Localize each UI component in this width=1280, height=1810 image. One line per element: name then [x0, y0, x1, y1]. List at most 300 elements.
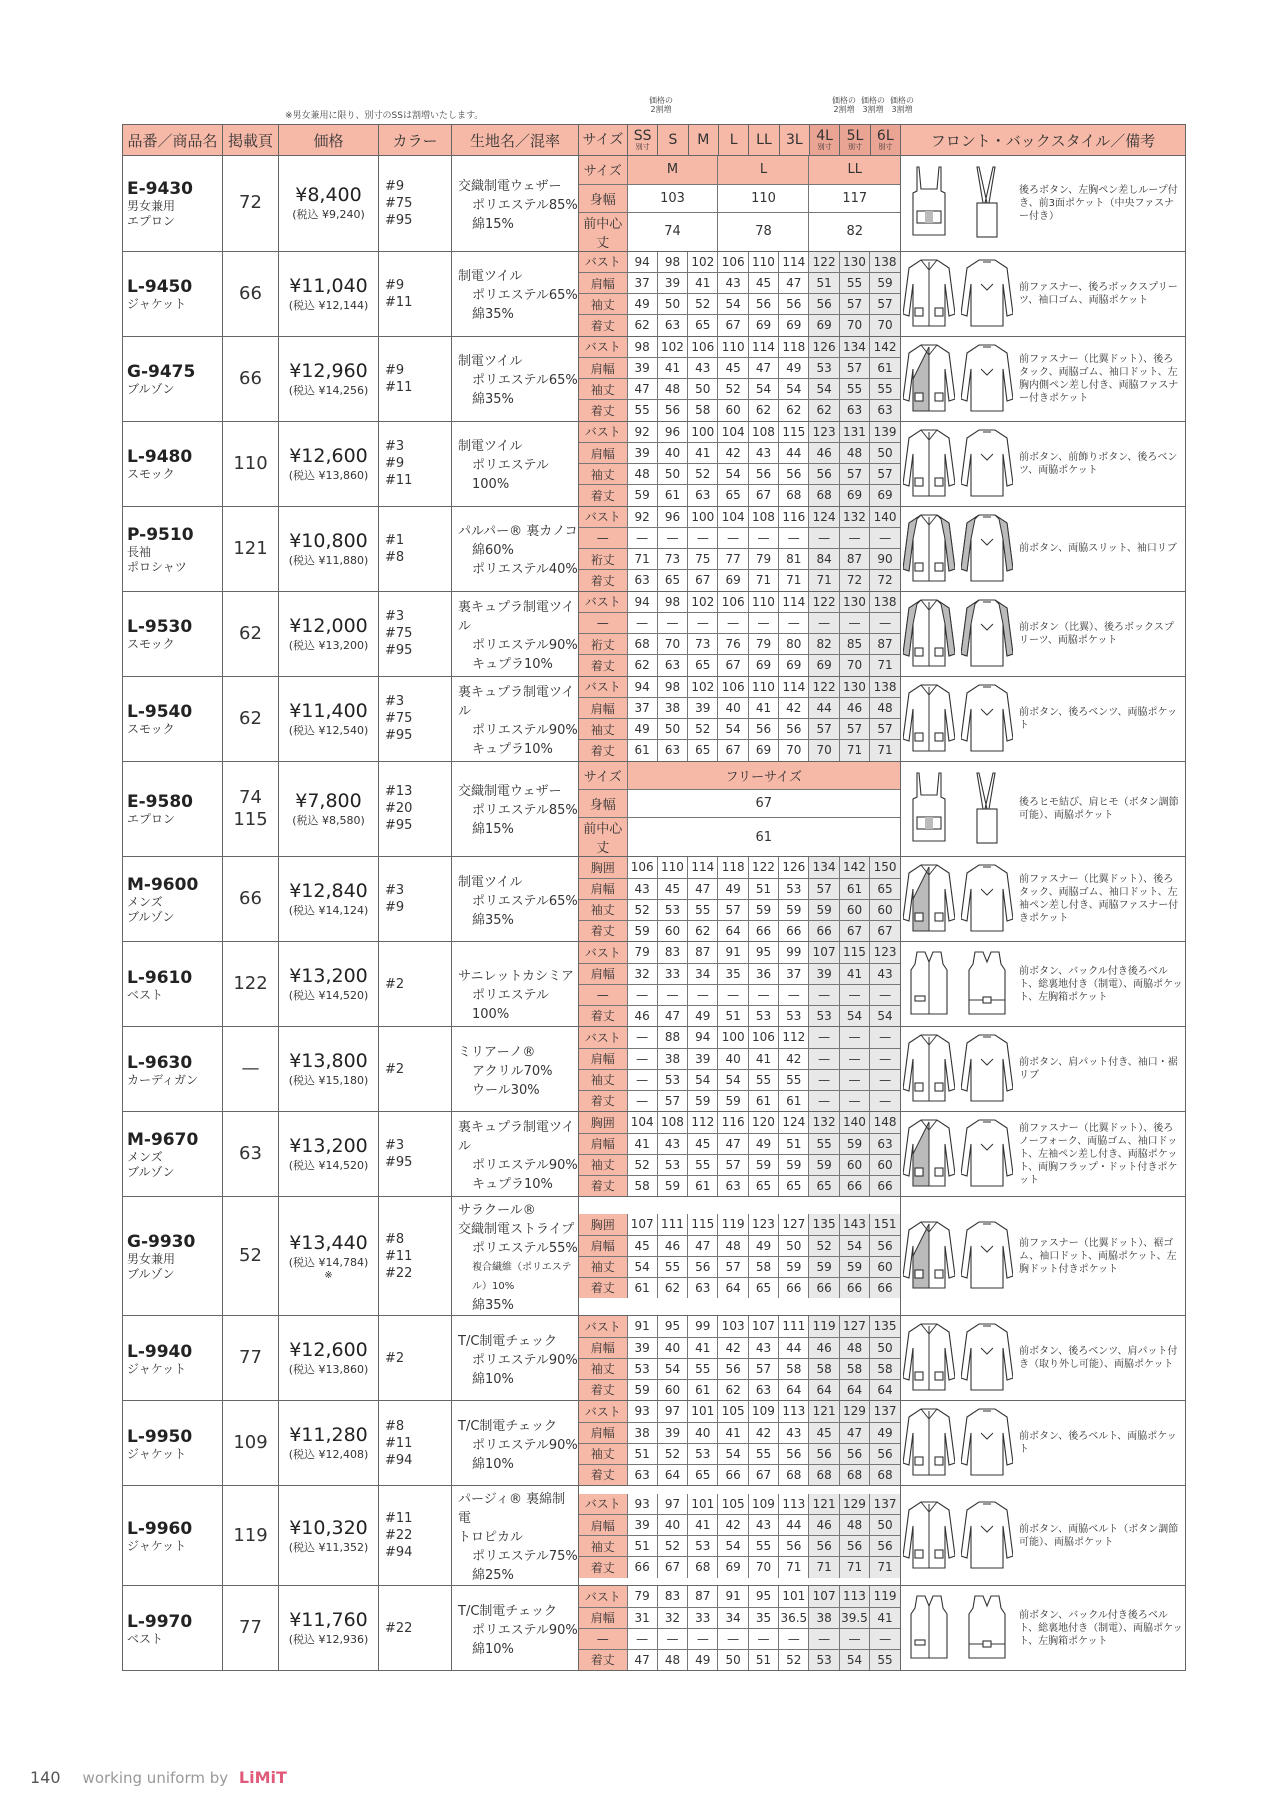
size-value: 65 [809, 1175, 839, 1196]
back-style-vest-icon [961, 944, 1013, 1024]
size-table [579, 422, 900, 506]
product-name: スモック [127, 637, 175, 651]
size-row [579, 920, 900, 941]
colors-cell [379, 1316, 452, 1401]
front-style-jacket-icon [903, 1496, 955, 1576]
price-tax: (税込 ¥11,880) [288, 553, 369, 567]
size-col-label: LL [756, 131, 772, 148]
color-code: #94 [385, 1452, 413, 1468]
size-value: — [657, 1628, 687, 1649]
back-style-blouson-icon [961, 339, 1013, 419]
size-row-label: バスト [579, 592, 627, 613]
size-value: 132 [809, 1112, 839, 1133]
size-value: 62 [688, 920, 718, 941]
size-value: 96 [657, 422, 687, 443]
size-col-header [627, 125, 657, 155]
size-value: 94 [688, 1027, 718, 1048]
size-value: 109 [748, 1494, 778, 1515]
brand-logo: LiMiT [238, 1768, 287, 1787]
product-row [123, 1316, 1186, 1401]
size-row-label: 肩幅 [579, 1607, 627, 1628]
size-value: 112 [779, 1027, 809, 1048]
size-table [579, 1112, 900, 1196]
product-cell [123, 1401, 223, 1486]
product-row [123, 1197, 1186, 1316]
price-value: ¥11,400 [289, 699, 368, 722]
size-col-header [809, 125, 839, 155]
back-style-blouson-icon [961, 1114, 1013, 1194]
product-row [123, 1586, 1186, 1671]
product-remark: 前ボタン、後ろベルト、両脇ポケット [1019, 1431, 1177, 1455]
size-table [579, 762, 900, 857]
size-value: 101 [779, 1586, 809, 1607]
color-code: #3 [385, 439, 405, 454]
color-code: #11 [385, 1435, 413, 1451]
illustration-wrap [903, 163, 1183, 243]
size-value: 106 [748, 1027, 778, 1048]
size-cell [579, 1027, 901, 1112]
page-ref: 62 [239, 707, 262, 729]
price-tax: (税込 ¥14,784) [288, 1255, 369, 1269]
size-row-label: バスト [579, 337, 627, 358]
size-value: 51 [627, 1536, 657, 1557]
illustration-cell [901, 1586, 1186, 1671]
size-value: 52 [779, 1649, 809, 1670]
size-value: 61 [688, 1379, 718, 1400]
color-code: #9 [385, 178, 405, 194]
size-value: 110 [748, 252, 778, 273]
size-row-label: 胸囲 [579, 1112, 627, 1133]
size-row-label: 裄丈 [579, 549, 627, 570]
color-code: #13 [385, 784, 413, 800]
size-row [579, 762, 900, 790]
size-value: 62 [748, 400, 778, 421]
price-value: ¥7,800 [295, 789, 362, 812]
size-value: 85 [839, 634, 869, 655]
size-value: 104 [718, 422, 748, 443]
size-value: 94 [627, 677, 657, 698]
size-value: — [779, 984, 809, 1005]
product-code: L-9610 [127, 967, 193, 988]
size-value: 71 [870, 740, 900, 761]
fabric-line: ポリエステル65% [472, 373, 578, 388]
size-value: 54 [839, 1235, 869, 1256]
size-value: 51 [748, 878, 778, 899]
size-value: 69 [809, 315, 839, 336]
size-value: 39 [688, 1048, 718, 1069]
size-value: 53 [809, 358, 839, 379]
product-code: G-9930 [127, 1232, 196, 1252]
size-value: 66 [870, 1277, 900, 1298]
size-value: 46 [809, 443, 839, 464]
size-value: — [688, 528, 718, 549]
product-remark: 後ろヒモ結び、肩ヒモ（ボタン調節可能）、両脇ポケット [1019, 796, 1179, 821]
size-row [579, 1586, 900, 1607]
size-value: 126 [809, 337, 839, 358]
size-row-label: 着丈 [579, 1005, 627, 1026]
size-value: 55 [688, 1358, 718, 1379]
size-row-label: 着丈 [579, 400, 627, 421]
premium-note-4l: 価格の 2割増 [832, 96, 856, 114]
product-name: スモック [127, 722, 175, 736]
size-value: 98 [657, 677, 687, 698]
size-row-label: 肩幅 [579, 1048, 627, 1069]
size-value: 53 [657, 1069, 687, 1090]
size-value: 47 [627, 379, 657, 400]
product-code: M-9600 [127, 875, 199, 895]
product-name: メンズ [127, 895, 163, 909]
product-remark: 後ろボタン、左胸ペン差しループ付き、前3面ポケット（中央ファスナー付き） [1019, 184, 1178, 222]
size-value: 52 [688, 719, 718, 740]
size-value: 135 [809, 1214, 839, 1235]
size-value: 50 [657, 294, 687, 315]
size-value: 56 [839, 1536, 869, 1557]
size-value: 60 [870, 1154, 900, 1175]
size-value: 60 [870, 1256, 900, 1277]
size-value: — [627, 528, 657, 549]
size-value: 40 [657, 1337, 687, 1358]
color-code: #2 [385, 976, 405, 992]
color-code: #20 [385, 801, 413, 817]
price-cell [279, 1486, 379, 1586]
size-value: 112 [688, 1112, 718, 1133]
size-row [579, 1515, 900, 1536]
illustration-cell [901, 1112, 1186, 1197]
price-value: ¥10,800 [289, 529, 368, 552]
size-value: 118 [779, 337, 809, 358]
page-cell [223, 1316, 279, 1401]
size-row-label: 袖丈 [579, 719, 627, 740]
size-value: 65 [718, 485, 748, 506]
page-cell [223, 421, 279, 506]
size-value: 70 [870, 315, 900, 336]
size-row [579, 984, 900, 1005]
size-standard-col: LL [809, 156, 900, 184]
size-value: — [870, 984, 900, 1005]
size-value: 40 [718, 1048, 748, 1069]
price-tax: (税込 ¥14,520) [288, 1159, 369, 1172]
size-cell [579, 1486, 901, 1586]
size-value: 42 [748, 1422, 778, 1443]
size-value: 122 [809, 592, 839, 613]
size-value: 79 [748, 549, 778, 570]
product-name: ブルゾン [127, 1165, 175, 1179]
size-value: 63 [657, 315, 687, 336]
size-value: 58 [627, 1175, 657, 1196]
illustration-cell [901, 506, 1186, 591]
fabric-line: ポリエステル100% [472, 458, 549, 492]
size-value: 127 [779, 1214, 809, 1235]
size-row-label: — [579, 984, 627, 1005]
page-ref: — [241, 1058, 260, 1079]
fabric-line: ポリエステル100% [472, 988, 549, 1022]
size-row-label: 身幅 [579, 184, 627, 212]
size-col-label: 3L [785, 131, 803, 148]
size-value: — [839, 1628, 869, 1649]
size-row [579, 1358, 900, 1379]
size-value: 51 [748, 1649, 778, 1670]
header-size [579, 125, 901, 156]
size-value: 57 [839, 358, 869, 379]
size-value: 62 [779, 400, 809, 421]
size-row-label: 胸囲 [579, 1214, 627, 1235]
size-value: 68 [627, 634, 657, 655]
size-value: 57 [809, 719, 839, 740]
product-remark: 前ファスナー、後ろボックスプリーツ、袖口ゴム、両脇ポケット [1019, 281, 1178, 306]
size-table [579, 1316, 900, 1400]
color-code: #11 [385, 473, 413, 488]
size-value: 65 [748, 1277, 778, 1298]
product-remark: 前ボタン、両脇ベルト（ボタン調節可能）、両脇ポケット [1019, 1523, 1179, 1548]
size-row-label: 肩幅 [579, 963, 627, 984]
size-value: 93 [627, 1494, 657, 1515]
size-value: 56 [779, 719, 809, 740]
size-value: 115 [779, 422, 809, 443]
size-row [579, 1256, 900, 1277]
illustration-wrap [903, 339, 1183, 419]
size-value: 41 [748, 698, 778, 719]
price-value: ¥11,280 [289, 1424, 368, 1446]
size-row [579, 156, 900, 184]
size-row-label: 着丈 [579, 1649, 627, 1670]
size-value: 65 [688, 655, 718, 676]
size-row-label: 前中心丈 [579, 212, 627, 251]
price-value: ¥12,600 [289, 1339, 368, 1361]
illustration-cell [901, 156, 1186, 252]
size-value: 61 [839, 878, 869, 899]
size-value: 41 [688, 273, 718, 294]
product-name: ジャケット [127, 1446, 187, 1461]
product-cell [123, 1112, 223, 1197]
size-value: 100 [718, 1027, 748, 1048]
size-value: 51 [809, 273, 839, 294]
size-row-label: 着丈 [579, 1557, 627, 1578]
size-value: 46 [809, 1337, 839, 1358]
price-tax: (税込 ¥8,580) [292, 813, 365, 827]
size-value: 55 [839, 273, 869, 294]
size-value: 60 [870, 899, 900, 920]
colors-cell [379, 421, 452, 506]
product-remark: 前ボタン、バックル付き後ろベルト、総裏地付き（制電）、両脇ポケット、左胸箱ポケット [1019, 1609, 1183, 1647]
size-value: 35 [748, 1607, 778, 1628]
product-name: ベスト [127, 987, 164, 1002]
size-value: 52 [627, 899, 657, 920]
size-value: 54 [839, 1649, 869, 1670]
size-value: 78 [718, 212, 809, 251]
size-value: 138 [870, 677, 900, 698]
size-row-label: 袖丈 [579, 379, 627, 400]
size-row-label: 袖丈 [579, 1069, 627, 1090]
size-value: 47 [779, 273, 809, 294]
size-value: — [839, 1027, 869, 1048]
size-value: 122 [809, 677, 839, 698]
price-tax: (税込 ¥14,124) [288, 904, 369, 917]
size-value: 65 [688, 1464, 718, 1485]
size-value: 66 [809, 920, 839, 941]
size-value: 70 [748, 1557, 778, 1578]
size-value: 48 [627, 464, 657, 485]
size-value: 54 [718, 1536, 748, 1557]
size-value: 59 [627, 920, 657, 941]
fabric-cell [452, 1316, 579, 1401]
size-value: 98 [627, 337, 657, 358]
price-value: ¥12,840 [289, 880, 368, 902]
size-row-label: 肩幅 [579, 878, 627, 899]
size-value: 66 [779, 920, 809, 941]
fabric-line: 綿10% [472, 1456, 514, 1472]
size-value: 71 [779, 570, 809, 591]
size-row-label: バスト [579, 677, 627, 698]
size-value: 87 [688, 1586, 718, 1607]
fabric-line: ポリエステル85% [472, 197, 578, 213]
size-value: — [839, 1069, 869, 1090]
page-cell [223, 1486, 279, 1586]
size-value: 44 [779, 1337, 809, 1358]
size-row [579, 273, 900, 294]
size-value: 124 [779, 1112, 809, 1133]
size-row [579, 1557, 900, 1578]
product-cell [123, 421, 223, 506]
illustration-wrap [903, 1318, 1183, 1398]
size-value: 108 [748, 422, 778, 443]
size-value: 33 [657, 963, 687, 984]
product-row [123, 676, 1186, 761]
size-value: 57 [748, 1358, 778, 1379]
size-value: 62 [809, 400, 839, 421]
product-cell [123, 156, 223, 252]
page-number: 140 [30, 1768, 61, 1787]
color-code: #22 [385, 1528, 413, 1543]
size-value: 108 [657, 1112, 687, 1133]
size-row [579, 963, 900, 984]
fabric-line: キュプラ10% [472, 741, 553, 757]
product-remark: 前ファスナー（比翼ドット）、裾ゴム、袖口ドット、両脇ポケット、左胸ドット付きポケット [1019, 1237, 1177, 1275]
size-value: 98 [657, 592, 687, 613]
product-row [123, 942, 1186, 1027]
size-value: 59 [809, 1256, 839, 1277]
size-value: 134 [809, 857, 839, 878]
fabric-line: 綿10% [472, 1371, 514, 1387]
size-value: 35 [718, 963, 748, 984]
size-value: 56 [779, 1536, 809, 1557]
size-value: 64 [718, 920, 748, 941]
color-code: #11 [385, 294, 413, 310]
size-value: 59 [748, 1154, 778, 1175]
size-row [579, 1175, 900, 1196]
page-ref: 66 [239, 367, 262, 389]
size-value: 63 [657, 655, 687, 676]
size-row-label: 袖丈 [579, 1256, 627, 1277]
size-row-label: 着丈 [579, 1090, 627, 1111]
illustration-cell [901, 591, 1186, 676]
illustration-cell [901, 676, 1186, 761]
price-cell [279, 1316, 379, 1401]
size-value: 95 [657, 1316, 687, 1337]
size-value: 45 [657, 878, 687, 899]
size-value: 123 [870, 942, 900, 963]
size-value: 102 [688, 252, 718, 273]
price-cell [279, 857, 379, 942]
size-value: — [870, 1090, 900, 1111]
size-row [579, 1214, 900, 1235]
size-row-label: バスト [579, 1401, 627, 1422]
product-name: 長袖 [127, 544, 152, 559]
size-row-label: 肩幅 [579, 1337, 627, 1358]
size-value: 115 [839, 942, 869, 963]
size-value: 68 [870, 1464, 900, 1485]
page-ref: 52 [239, 1245, 262, 1266]
product-code: E-9580 [127, 792, 193, 813]
product-cell [123, 1027, 223, 1112]
size-value: 63 [627, 570, 657, 591]
size-value: 37 [779, 963, 809, 984]
size-value: 56 [748, 294, 778, 315]
size-standard-col: M [627, 156, 718, 184]
price-cell [279, 591, 379, 676]
color-code: #94 [385, 1545, 413, 1560]
size-value: 62 [718, 1379, 748, 1400]
illustration-wrap [903, 1029, 1183, 1109]
size-value: 95 [748, 1586, 778, 1607]
size-value: 127 [839, 1316, 869, 1337]
size-value: 33 [688, 1607, 718, 1628]
size-value: 37 [627, 273, 657, 294]
fabric-line: キュプラ10% [472, 1177, 553, 1192]
header-color: カラー [379, 125, 452, 156]
size-value: 59 [809, 899, 839, 920]
size-value: 70 [839, 315, 869, 336]
back-style-jacket-icon [961, 254, 1013, 334]
size-value: 63 [718, 1175, 748, 1196]
fabric-cell [452, 336, 579, 421]
size-value: 59 [779, 1154, 809, 1175]
size-value: 120 [748, 1112, 778, 1133]
size-value: 52 [688, 294, 718, 315]
size-row-label: 着丈 [579, 740, 627, 761]
size-row [579, 315, 900, 336]
size-value: 53 [779, 878, 809, 899]
size-value: 75 [688, 549, 718, 570]
size-value: 59 [718, 1090, 748, 1111]
size-value: 124 [809, 507, 839, 528]
size-value: 111 [657, 1214, 687, 1235]
size-value: 77 [718, 549, 748, 570]
size-value: 119 [870, 1586, 900, 1607]
size-row [579, 1422, 900, 1443]
size-value: 122 [748, 857, 778, 878]
page-ref: 122 [233, 973, 268, 994]
size-value: 42 [779, 698, 809, 719]
size-value: — [839, 528, 869, 549]
size-value: 47 [718, 1133, 748, 1154]
size-row [579, 1379, 900, 1400]
size-value: 53 [748, 1005, 778, 1026]
product-name: 男女兼用 [127, 1252, 176, 1266]
size-value: 65 [688, 315, 718, 336]
size-row [579, 698, 900, 719]
page-ref: 66 [239, 282, 262, 304]
size-col-header [657, 125, 687, 155]
fabric-line: 裏キュプラ制電ツイル [458, 684, 575, 719]
size-col-label: S [668, 131, 678, 148]
size-value: 47 [627, 1649, 657, 1670]
size-value: 62 [627, 655, 657, 676]
size-value: 70 [657, 634, 687, 655]
size-value: — [809, 613, 839, 634]
product-code: L-9630 [127, 1052, 193, 1073]
product-row [123, 1112, 1186, 1197]
size-value: 71 [870, 1557, 900, 1578]
